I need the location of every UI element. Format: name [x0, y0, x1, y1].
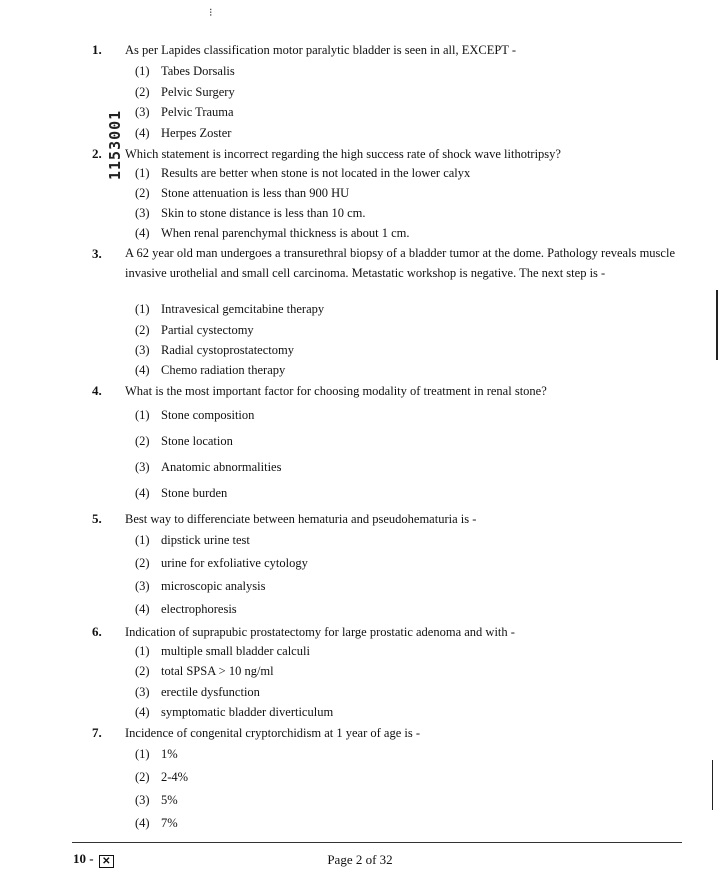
question-number: 4. — [92, 383, 102, 398]
option: (1) Tabes Dorsalis — [135, 64, 235, 78]
question-number: 6. — [92, 624, 102, 639]
option: (4) Chemo radiation therapy — [135, 363, 286, 377]
question-number: 2. — [92, 146, 102, 161]
option: (3) Anatomic abnormalities — [135, 460, 282, 474]
option: (3) 5% — [135, 793, 178, 807]
question-text: What is the most important factor for choosing modality of treatment in renal stone? — [125, 384, 547, 398]
option: (3) Radial cystoprostatectomy — [135, 343, 294, 357]
option: (3) Skin to stone distance is less than 10 cm. — [135, 206, 366, 220]
option: (3) microscopic analysis — [135, 579, 266, 593]
question-number: 5. — [92, 511, 102, 526]
option: (4) Herpes Zoster — [135, 126, 232, 140]
option: (4) Stone burden — [135, 486, 228, 500]
option: (4) 7% — [135, 816, 178, 830]
option: (2) urine for exfoliative cytology — [135, 556, 308, 570]
option: (2) Stone location — [135, 434, 233, 448]
question-text: As per Lapides classification motor paralytic bladder is seen in all, EXCEPT - — [125, 43, 516, 57]
option: (4) When renal parenchymal thickness is about 1 cm. — [135, 226, 410, 240]
roll-stamp: 1153001 — [106, 109, 124, 180]
question-text: Best way to differenciate between hematuria and pseudohematuria is - — [125, 512, 477, 526]
option: (2) Partial cystectomy — [135, 323, 254, 337]
page-number: Page 2 of 32 — [327, 852, 393, 867]
scan-edge — [716, 290, 718, 360]
option: (1) Stone composition — [135, 408, 255, 422]
option: (1) multiple small bladder calculi — [135, 644, 310, 658]
question-number: 3. — [92, 246, 102, 261]
option: (4) symptomatic bladder diverticulum — [135, 705, 334, 719]
question-text: A 62 year old man undergoes a transurethral biopsy of a bladder tumor at the dome. Pathology reveals muscle invasive urothelial and small cell carcinoma. Metastatic workshop is negative. The next step is - — [125, 246, 675, 280]
option: (1) Intravesical gemcitabine therapy — [135, 302, 325, 316]
crossed-box-icon: ✕ — [99, 855, 114, 868]
question-text: Which statement is incorrect regarding the high success rate of shock wave lithotripsy? — [125, 147, 561, 161]
booklet-code-text: 10 - — [73, 851, 94, 866]
option: (2) 2-4% — [135, 770, 189, 784]
footer-divider — [72, 842, 682, 843]
question-text: Indication of suprapubic prostatectomy for large prostatic adenoma and with - — [125, 625, 515, 639]
question-number: 1. — [92, 42, 102, 57]
option: (2) Stone attenuation is less than 900 HU — [135, 186, 350, 200]
option: (3) erectile dysfunction — [135, 685, 260, 699]
question-number: 7. — [92, 725, 102, 740]
option: (1) Results are better when stone is not located in the lower calyx — [135, 166, 471, 180]
option: (4) electrophoresis — [135, 602, 237, 616]
option: (2) Pelvic Surgery — [135, 85, 235, 99]
option: (3) Pelvic Trauma — [135, 105, 234, 119]
scan-mark: ⁝ — [209, 7, 213, 19]
scan-edge — [712, 760, 713, 810]
question-text: Incidence of congenital cryptorchidism at 1 year of age is - — [125, 726, 421, 740]
option: (1) 1% — [135, 747, 178, 761]
option: (2) total SPSA > 10 ng/ml — [135, 664, 274, 678]
option: (1) dipstick urine test — [135, 533, 250, 547]
